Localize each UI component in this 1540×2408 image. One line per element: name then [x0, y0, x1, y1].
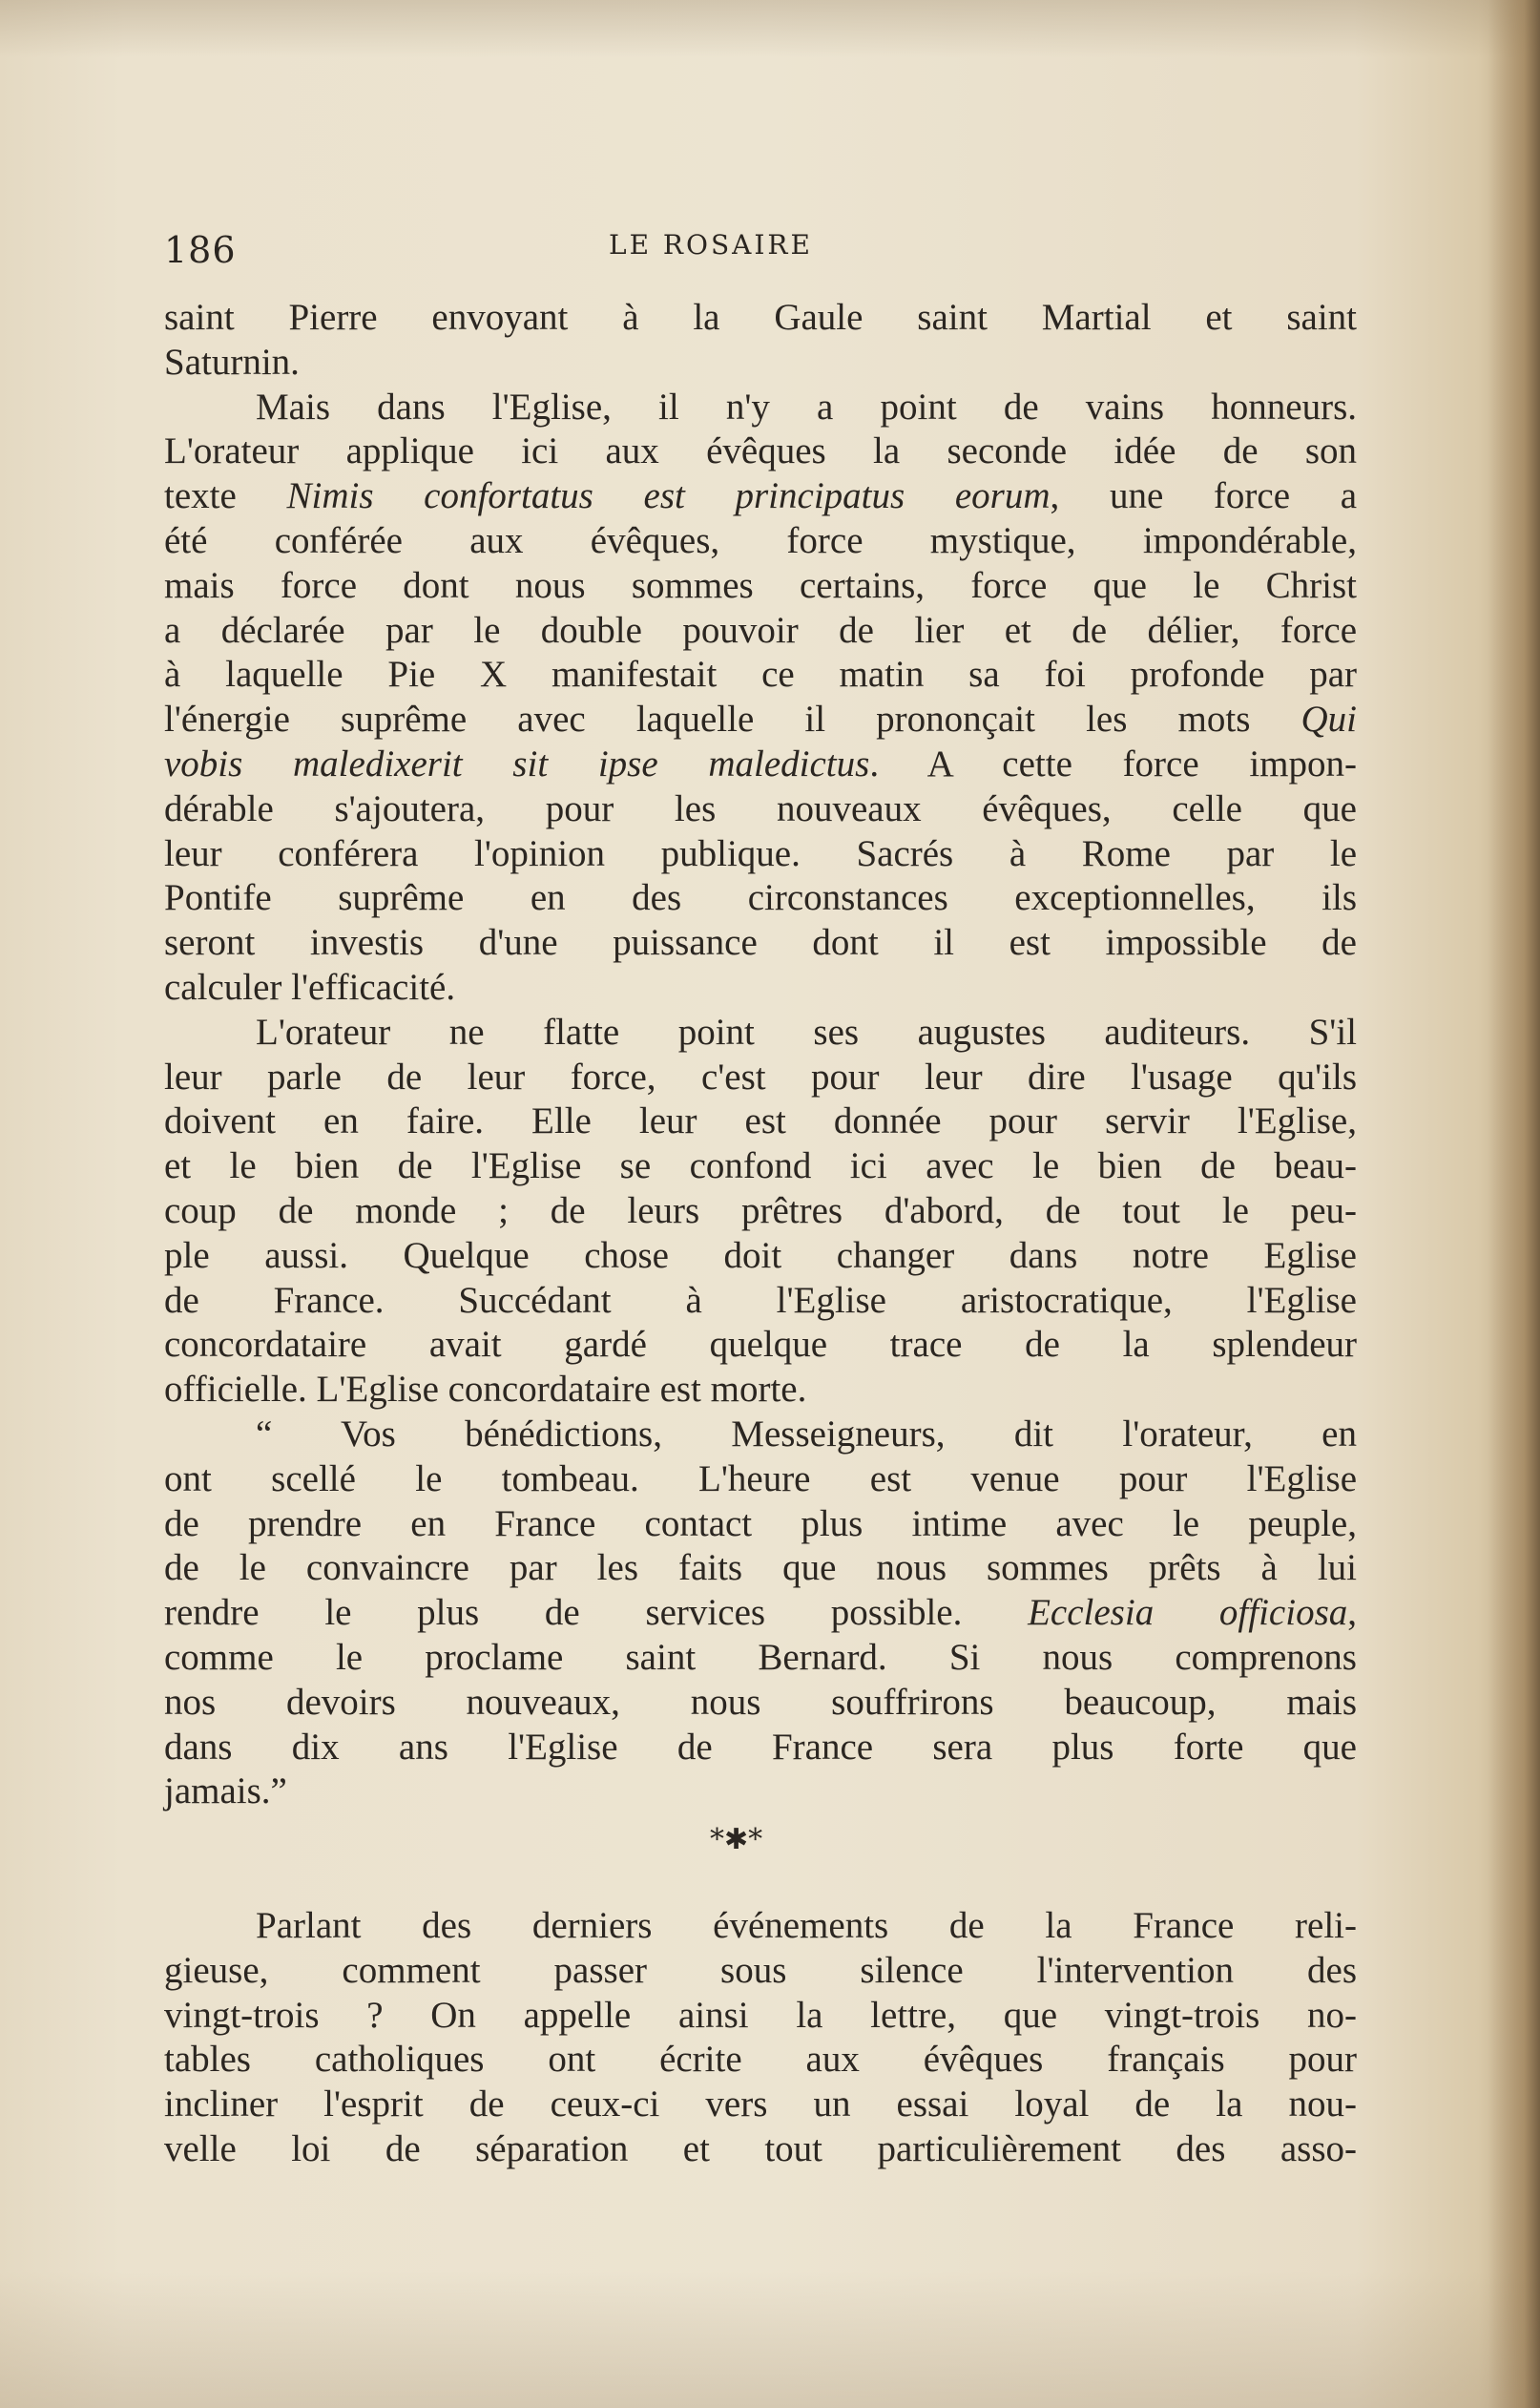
section-separator [164, 1814, 1357, 1885]
text-segment: texte [164, 475, 287, 517]
text-line [164, 474, 1357, 519]
page-shadow-bottom [0, 2272, 1540, 2408]
text-line: L'orateur applique ici aux évêques la seconde idée de son [164, 430, 1357, 472]
text-line: velle loi de séparation et tout particulièrement des asso- [164, 2128, 1357, 2170]
text-line: gieuse, comment passer sous silence l'intervention des [164, 1949, 1357, 1991]
text-line: leur parle de leur force, c'est pour leur dire l'usage qu'ils [164, 1056, 1357, 1098]
page-shadow-top [0, 0, 1540, 57]
text-line: Parlant des derniers événements de la France reli- [256, 1905, 1357, 1947]
text-line: incliner l'esprit de ceux-ci vers un essai loyal de la nou- [164, 2083, 1357, 2125]
text-section-2 [164, 1904, 1357, 2172]
text-segment: . A cette force impon- [869, 743, 1358, 785]
text-line: mais force dont nous sommes certains, force que le Christ [164, 564, 1357, 606]
page-header [164, 221, 1357, 279]
separator-gap [164, 1885, 1357, 1904]
text-line [164, 1591, 1357, 1636]
body-text [164, 296, 1357, 2172]
text-line: “ Vos bénédictions, Messeigneurs, dit l'orateur, en [256, 1413, 1357, 1455]
text-line: calculer l'efficacité. [164, 966, 456, 1008]
text-line: seront investis d'une puissance dont il est impossible de [164, 922, 1357, 964]
text-line: nos devoirs nouveaux, nous souffrirons beaucoup, mais [164, 1681, 1357, 1723]
running-title: LE ROSAIRE [609, 229, 813, 261]
text-line: tables catholiques ont écrite aux évêques français pour [164, 2039, 1357, 2081]
text-line: Saturnin. [164, 341, 300, 383]
text-line: ple aussi. Quelque chose doit changer dans notre Eglise [164, 1234, 1357, 1276]
text-line: de le convaincre par les faits que nous sommes prêts à lui [164, 1547, 1357, 1589]
text-line: L'orateur ne flatte point ses augustes auditeurs. S'il [256, 1011, 1357, 1053]
italic-text: vobis maledixerit sit ipse maledictus [164, 743, 870, 785]
text-segment: rendre le plus de services possible. [164, 1592, 1029, 1634]
text-line: concordataire avait gardé quelque trace de la splendeur [164, 1324, 1357, 1366]
text-line: ont scellé le tombeau. L'heure est venue pour l'Eglise [164, 1457, 1357, 1499]
text-line: dans dix ans l'Eglise de France sera plus forte que [164, 1726, 1357, 1768]
text-line: dérable s'ajoutera, pour les nouveaux évêques, celle que [164, 787, 1357, 829]
italic-text: Qui [1301, 699, 1357, 741]
text-line: comme le proclame saint Bernard. Si nous comprenons [164, 1636, 1357, 1678]
text-line: Pontife suprême en des circonstances exceptionnelles, ils [164, 877, 1357, 919]
text-line: vingt-trois ? On appelle ainsi la lettre, que vingt-trois no- [164, 1994, 1357, 2036]
text-segment: l'énergie suprême avec laquelle il prononçait les mots [164, 699, 1301, 741]
text-line: à laquelle Pie X manifestait ce matin sa foi profonde par [164, 654, 1357, 696]
text-line: leur conférera l'opinion publique. Sacrés à Rome par le [164, 832, 1357, 874]
text-line: saint Pierre envoyant à la Gaule saint Martial et saint [164, 297, 1357, 338]
text-section-1 [164, 296, 1357, 1814]
text-line: et le bien de l'Eglise se confond ici avec le bien de beau- [164, 1145, 1357, 1187]
text-line: officielle. L'Eglise concordataire est morte. [164, 1369, 807, 1411]
text-line: doivent en faire. Elle leur est donnée pour servir l'Eglise, [164, 1100, 1357, 1142]
text-segment: , une force a [1050, 475, 1358, 517]
text-segment: , [1347, 1592, 1357, 1634]
italic-text: Ecclesia officiosa [1028, 1592, 1348, 1634]
asterism: *✱* [710, 1823, 763, 1857]
text-line: coup de monde ; de leurs prêtres d'abord, de tout le peu- [164, 1189, 1357, 1231]
text-line: été conférée aux évêques, force mystique, impondérable, [164, 519, 1357, 561]
text-line [164, 698, 1357, 743]
text-line [164, 743, 1357, 787]
text-line: de prendre en France contact plus intime avec le peuple, [164, 1502, 1357, 1544]
text-line: Mais dans l'Eglise, il n'y a point de vains honneurs. [256, 386, 1357, 428]
italic-text: Nimis confortatus est principatus eorum [286, 475, 1051, 517]
text-line: de France. Succédant à l'Eglise aristocratique, l'Eglise [164, 1279, 1357, 1321]
text-line: a déclarée par le double pouvoir de lier et de délier, force [164, 609, 1357, 651]
text-line: jamais.” [164, 1770, 287, 1812]
page-number: 186 [164, 229, 237, 271]
page-binding-edge [1488, 0, 1540, 2408]
